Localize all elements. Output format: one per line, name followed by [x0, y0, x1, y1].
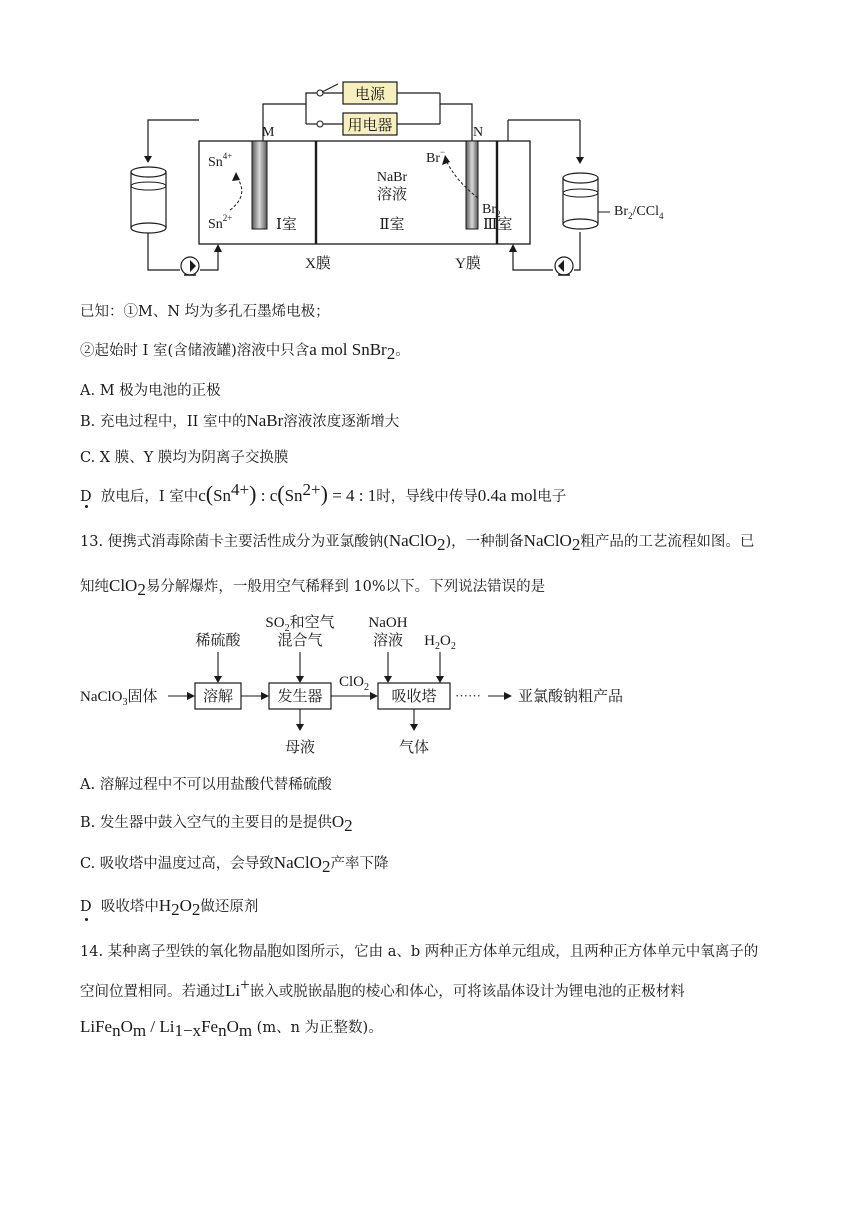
q14-line-3: $LiFe_nO_m / Li_{1-x}Fe_nO_m$ (m、n 为正整数)。	[80, 1017, 383, 1040]
flow-ellipsis: ······	[455, 688, 481, 703]
left-storage-tank	[131, 167, 166, 233]
membrane-x-label: X膜	[305, 256, 331, 272]
ion-sn2-label: $Sn^{2+}$	[208, 213, 233, 232]
q12-option-d: D 放电后，I 室中$c(Sn^{4+})$ : $c(Sn^{2+}) = 4$ : 1时，导线中传导0.4a mol电子	[80, 480, 567, 506]
emphasis-dot	[85, 505, 88, 508]
reagent-h2o2: $H_2O_2$	[424, 633, 456, 652]
reagent-naoh-2: 溶液	[372, 633, 404, 649]
electrode-m	[252, 141, 267, 229]
q13-option-b: B. 发生器中鼓入空气的主要目的是提供$O_2$	[80, 812, 353, 835]
room2-label: Ⅱ室	[379, 217, 405, 233]
power-source-label: 电源	[354, 87, 386, 103]
q13-option-c: C. 吸收塔中温度过高，会导致NaClO$_2$产率下降	[80, 853, 389, 876]
box-generator-label: 发生器	[277, 689, 323, 705]
q14-line-2: 空间位置相同。若通过Li+嵌入或脱嵌晶胞的棱心和体心，可将该晶体设计为锂电池的正极材料	[80, 975, 685, 1000]
electrode-n	[466, 141, 478, 229]
right-storage-tank	[563, 173, 610, 229]
emphasis-dot-2	[85, 918, 88, 921]
output-gas: 气体	[398, 740, 430, 756]
left-pump-icon	[181, 257, 199, 275]
output-mother-liquor: 母液	[284, 740, 316, 756]
sn-conversion-arrow	[230, 176, 242, 210]
process-flowchart	[0, 610, 860, 770]
q13-option-d: D 吸收塔中$H_2O_2$做还原剂	[80, 896, 259, 919]
reagent-so2-air-2: 混合气	[277, 633, 323, 649]
product-label: 亚氯酸钠粗产品	[518, 689, 624, 705]
q14-line-1: 14. 某种离子型铁的氧化物晶胞如图所示，它由 a、b 两种正方体单元组成，且两种正方体单元中氧离子的	[80, 944, 759, 960]
q12-option-c: C. X 膜、Y 膜均为阴离子交换膜	[80, 450, 289, 466]
q12-option-a: A. M 极为电池的正极	[80, 383, 221, 399]
q13-stem-line-1: 13. 便携式消毒除菌卡主要活性成分为亚氯酸钠(NaClO$_2$)，一种制备NaClO$_2$粗产品的工艺流程如图。已	[80, 531, 755, 554]
electrode-n-label: N	[473, 125, 484, 140]
known-line-2: ②起始时 I 室(含储液罐)溶液中只含a mol SnBr$_2$。	[80, 340, 410, 363]
clo2-arrow-label: ClO$_2$	[338, 674, 370, 693]
q13-option-a: A. 溶解过程中不可以用盐酸代替稀硫酸	[80, 777, 332, 793]
box-absorber-label: 吸收塔	[391, 689, 437, 705]
membrane-y-label: Y膜	[455, 256, 481, 272]
reagent-sulfuric-acid: 稀硫酸	[195, 633, 241, 649]
q13-stem-line-2: 知纯ClO$_2$易分解爆炸，一般用空气稀释到 10%以下。下列说法错误的是	[80, 576, 546, 599]
room1-label: Ⅰ室	[276, 217, 297, 233]
q12-option-b: B. 充电过程中，II 室中的NaBr溶液浓度逐渐增大	[80, 411, 400, 430]
box-dissolve-label: 溶解	[202, 689, 234, 705]
ion-br-label: Br−	[426, 147, 446, 166]
cell-diagram	[0, 0, 860, 290]
input-naclo3: NaClO$_3$固体	[80, 689, 158, 708]
reagent-so2-air-1: $SO_2$和空气	[265, 615, 335, 634]
ion-br2-label: $Br_2$	[482, 202, 501, 219]
reagent-naoh-1: NaOH	[368, 615, 408, 631]
cell-body	[199, 141, 530, 244]
load-device-label: 用电器	[347, 118, 393, 134]
right-tank-label: $Br_2/CCl_4$	[614, 204, 664, 221]
ion-sn4-label: $Sn^{4+}$	[208, 151, 233, 170]
electrode-m-label: M	[262, 125, 275, 140]
solution-label-2: 溶液	[376, 187, 408, 203]
right-pump-icon	[555, 257, 573, 275]
known-line-1: 已知：①M、N 均为多孔石墨烯电极；	[80, 304, 330, 320]
solution-label-1: NaBr	[376, 170, 408, 185]
room3-label: Ⅲ室	[483, 217, 513, 233]
